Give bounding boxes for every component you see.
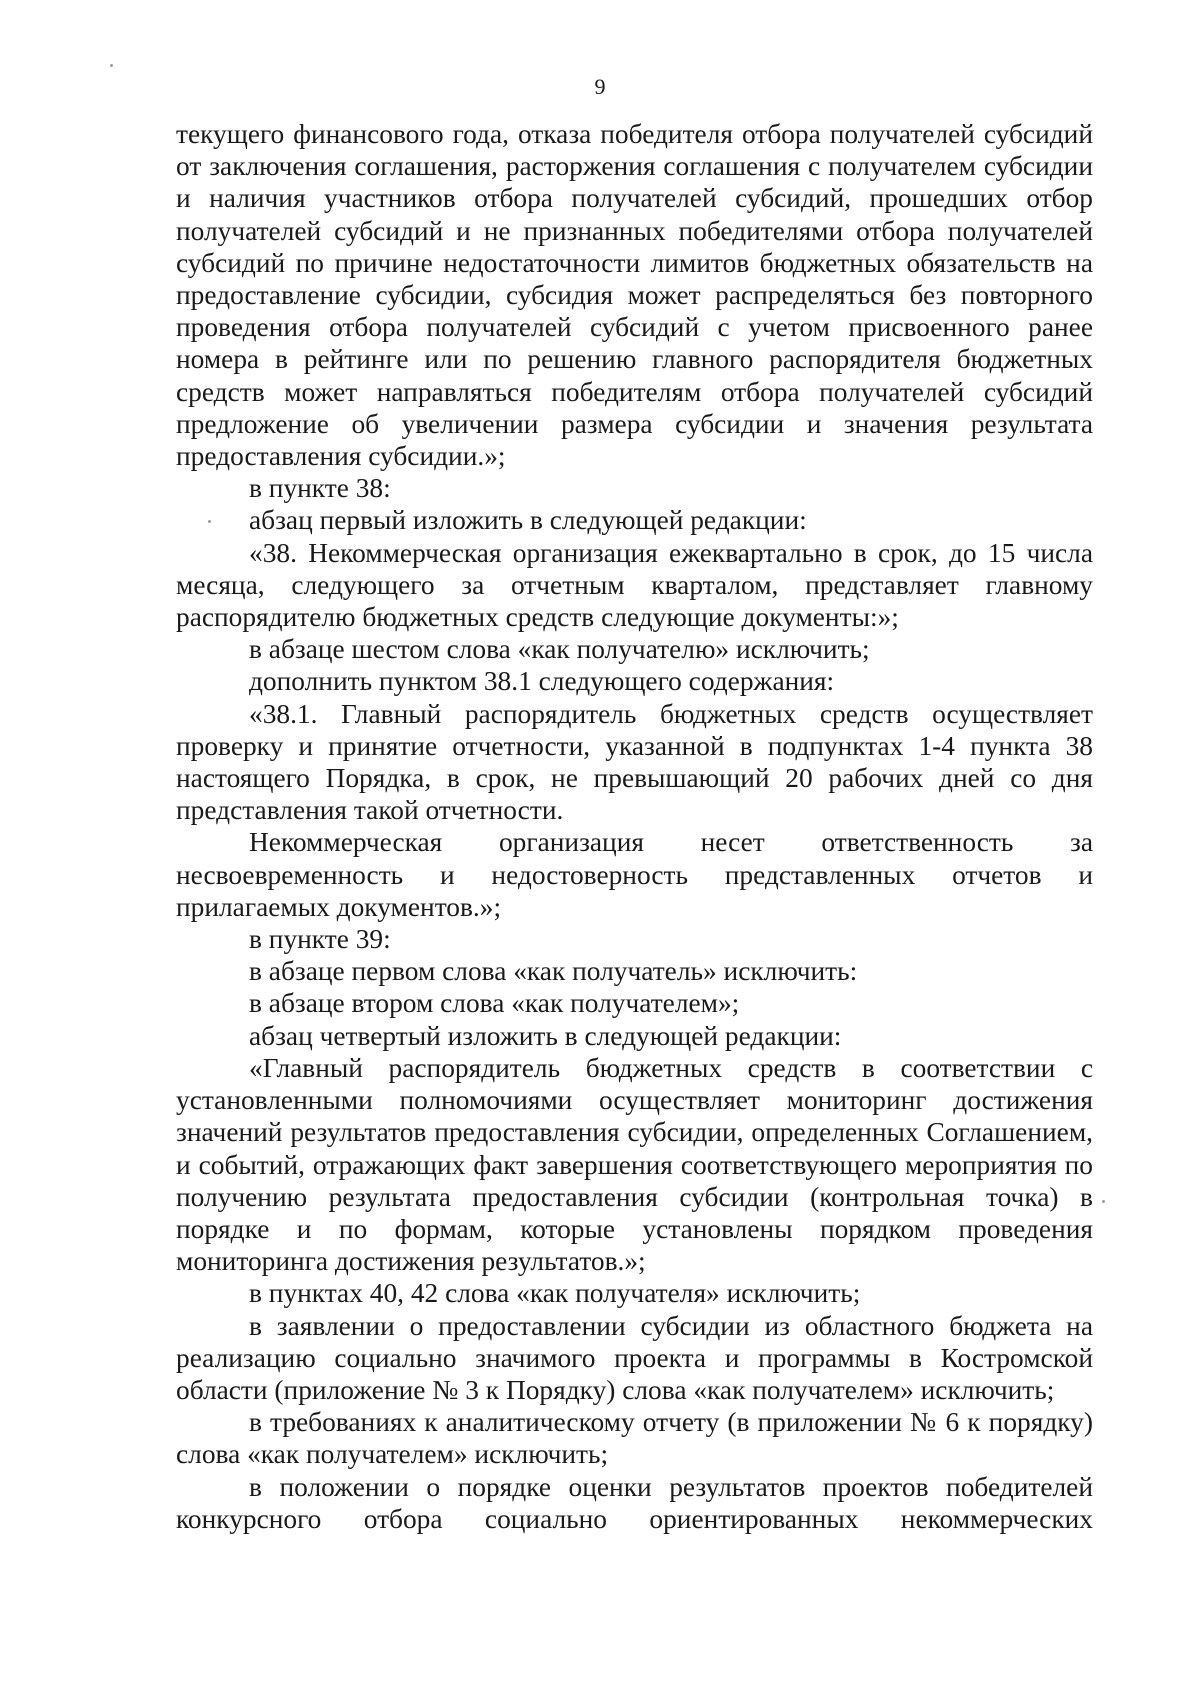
paragraph-2: в пункте 38: [249, 473, 391, 504]
paragraph-12: абзац четвертый изложить в следующей редакции: [249, 1020, 842, 1051]
paragraph-17: в положении о порядке оценки результатов проектов победителей конкурсного отбора социально ориентированных некоммерческих [176, 1471, 1093, 1534]
paragraph-15: в заявлении о предоставлении субсидии из областного бюджета на реализацию социально значимого проекта и программы в Костромской области (приложение № 3 к Порядку) слова «как получателем» исключить; [176, 1310, 1093, 1405]
paragraph-10: в абзаце первом слова «как получатель» исключить: [249, 956, 858, 987]
paragraph-7: «38.1. Главный распорядитель бюджетных средств осуществляет проверку и принятие отчетности, указанной в подпунктах 1-4 пункта 38 настоящего Порядка, в срок, не превышающий 20 рабочих дней со дня представления такой отчетности. [176, 698, 1093, 826]
paragraph-16: в требованиях к аналитическому отчету (в приложении № 6 к порядку) слова «как получателем» исключить; [176, 1407, 1093, 1470]
scan-speck [110, 64, 113, 67]
paragraph-4: «38. Некоммерческая организация ежеквартально в срок, до 15 числа месяца, следующего за отчетным кварталом, представляет главному распорядителю бюджетных средств следующие документы:»; [176, 537, 1093, 633]
paragraph-9: в пункте 39: [249, 924, 391, 955]
document-body [176, 118, 1093, 1535]
paragraph-5: в абзаце шестом слова «как получателю» исключить; [249, 634, 870, 665]
scan-speck [208, 520, 211, 523]
paragraph-14: в пунктах 40, 42 слова «как получателя» исключить; [249, 1278, 861, 1309]
paragraph-3: абзац первый изложить в следующей редакции: [249, 505, 807, 536]
scan-speck [1102, 1200, 1105, 1203]
paragraph-6: дополнить пунктом 38.1 следующего содержания: [249, 666, 835, 697]
paragraph-1: текущего финансового года, отказа победителя отбора получателей субсидий от заключения соглашения, расторжения соглашения с получателем субсидии и наличия участников отбора получателей субсидий, прошедших отбор получателей субсидий и не признанных победителями отбора получателей субсидий по причине недостаточности лимитов бюджетных обязательств на предоставление субсидии, субсидия может распределяться без повторного проведения отбора получателей субсидий с учетом присвоенного ранее номера в рейтинге или по решению главного распорядителя бюджетных средств может направляться победителям отбора получателей субсидий предложение об увеличении размера субсидии и значения результата предоставления субсидии.»; [176, 119, 1093, 472]
paragraph-13: «Главный распорядитель бюджетных средств в соответствии с установленными полномочиями осуществляет мониторинг достижения значений результатов предоставления субсидии, определенных Соглашением, и событий, отражающих факт завершения соответствующего мероприятия по получению результата предоставления субсидии (контрольная точка) в порядке и по формам, которые установлены порядком проведения мониторинга достижения результатов.»; [176, 1052, 1093, 1277]
paragraph-8: Некоммерческая организация несет ответственность за несвоевременность и недостоверность представленных отчетов и прилагаемых документов.»; [176, 827, 1093, 922]
paragraph-11: в абзаце втором слова «как получателем»; [249, 988, 740, 1019]
page-number: 9 [594, 74, 606, 99]
